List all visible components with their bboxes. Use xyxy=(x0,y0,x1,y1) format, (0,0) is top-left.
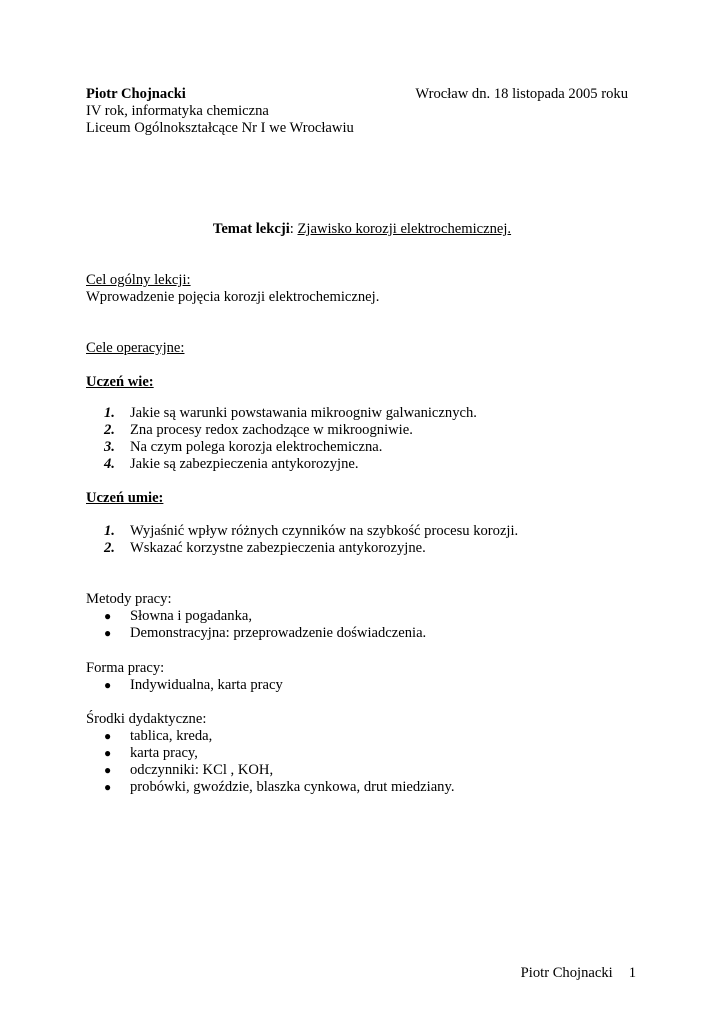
operational-goals-heading: Cele operacyjne: xyxy=(86,340,185,356)
list-item xyxy=(104,608,426,625)
item-text: probówki, gwoździe, blaszka cynkowa, drut miedziany. xyxy=(130,779,455,795)
author-name: Piotr Chojnacki xyxy=(86,86,186,102)
list-item xyxy=(104,405,477,422)
lesson-topic xyxy=(0,221,724,238)
item-text: Zna procesy redox zachodzące w mikroogniwie. xyxy=(130,422,413,438)
form-heading: Forma pracy: xyxy=(86,660,165,676)
aids-list xyxy=(104,728,454,796)
item-text: karta pracy, xyxy=(130,745,198,761)
footer-author: Piotr Chojnacki xyxy=(520,965,613,981)
list-item xyxy=(104,422,477,439)
topic-colon: : xyxy=(289,221,298,237)
item-text: Demonstracyjna: przeprowadzenie doświadczenia. xyxy=(130,625,427,641)
item-text: tablica, kreda, xyxy=(130,728,213,744)
bullet-icon: ● xyxy=(104,746,112,760)
list-item xyxy=(104,728,454,745)
list-item xyxy=(104,779,454,796)
list-item xyxy=(104,439,477,456)
item-number: 3. xyxy=(104,439,115,455)
aids-heading: Środki dydaktyczne: xyxy=(86,711,207,727)
bullet-icon: ● xyxy=(104,678,112,692)
list-item xyxy=(104,677,283,694)
page-footer xyxy=(521,965,636,982)
list-item xyxy=(104,523,518,540)
item-text: Wyjaśnić wpływ różnych czynników na szybkość procesu korozji. xyxy=(130,523,519,539)
list-item xyxy=(104,762,454,779)
bullet-icon: ● xyxy=(104,729,112,743)
list-item xyxy=(104,540,518,557)
list-item xyxy=(104,745,454,762)
class-line: IV rok, informatyka chemiczna xyxy=(86,103,269,119)
item-text: Wskazać korzystne zabezpieczenia antykorozyjne. xyxy=(130,540,426,556)
topic-title: Zjawisko korozji elektrochemicznej. xyxy=(297,221,512,237)
date-line: Wrocław dn. 18 listopada 2005 roku xyxy=(415,86,628,102)
bullet-icon: ● xyxy=(104,763,112,777)
item-number: 2. xyxy=(104,540,115,556)
page-number: 1 xyxy=(628,965,636,981)
item-text: Indywidualna, karta pracy xyxy=(130,677,283,693)
student-knows-list xyxy=(104,405,477,473)
item-text: Słowna i pogadanka, xyxy=(130,608,252,624)
item-text: Jakie są zabezpieczenia antykorozyjne. xyxy=(130,456,359,472)
item-text: odczynniki: KCl , KOH, xyxy=(130,762,274,778)
student-can-list xyxy=(104,523,518,557)
topic-label: Temat lekcji xyxy=(212,221,290,237)
item-number: 4. xyxy=(104,456,115,472)
bullet-icon: ● xyxy=(104,626,112,640)
item-text: Jakie są warunki powstawania mikroogniw galwanicznych. xyxy=(130,405,477,421)
school-name: Liceum Ogólnokształcące Nr I we Wrocławiu xyxy=(86,120,354,136)
student-can-heading: Uczeń umie: xyxy=(86,490,164,506)
list-item xyxy=(104,625,426,642)
bullet-icon: ● xyxy=(104,609,112,623)
methods-heading: Metody pracy: xyxy=(86,591,172,607)
bullet-icon: ● xyxy=(104,780,112,794)
item-number: 1. xyxy=(104,405,115,421)
item-text: Na czym polega korozja elektrochemiczna. xyxy=(130,439,383,455)
methods-list xyxy=(104,608,426,642)
general-goal-heading: Cel ogólny lekcji: xyxy=(86,272,191,288)
list-item xyxy=(104,456,477,473)
general-goal-text: Wprowadzenie pojęcia korozji elektrochemicznej. xyxy=(86,289,380,305)
form-list xyxy=(104,677,283,694)
student-knows-heading: Uczeń wie: xyxy=(86,374,154,390)
item-number: 1. xyxy=(104,523,115,539)
item-number: 2. xyxy=(104,422,115,438)
